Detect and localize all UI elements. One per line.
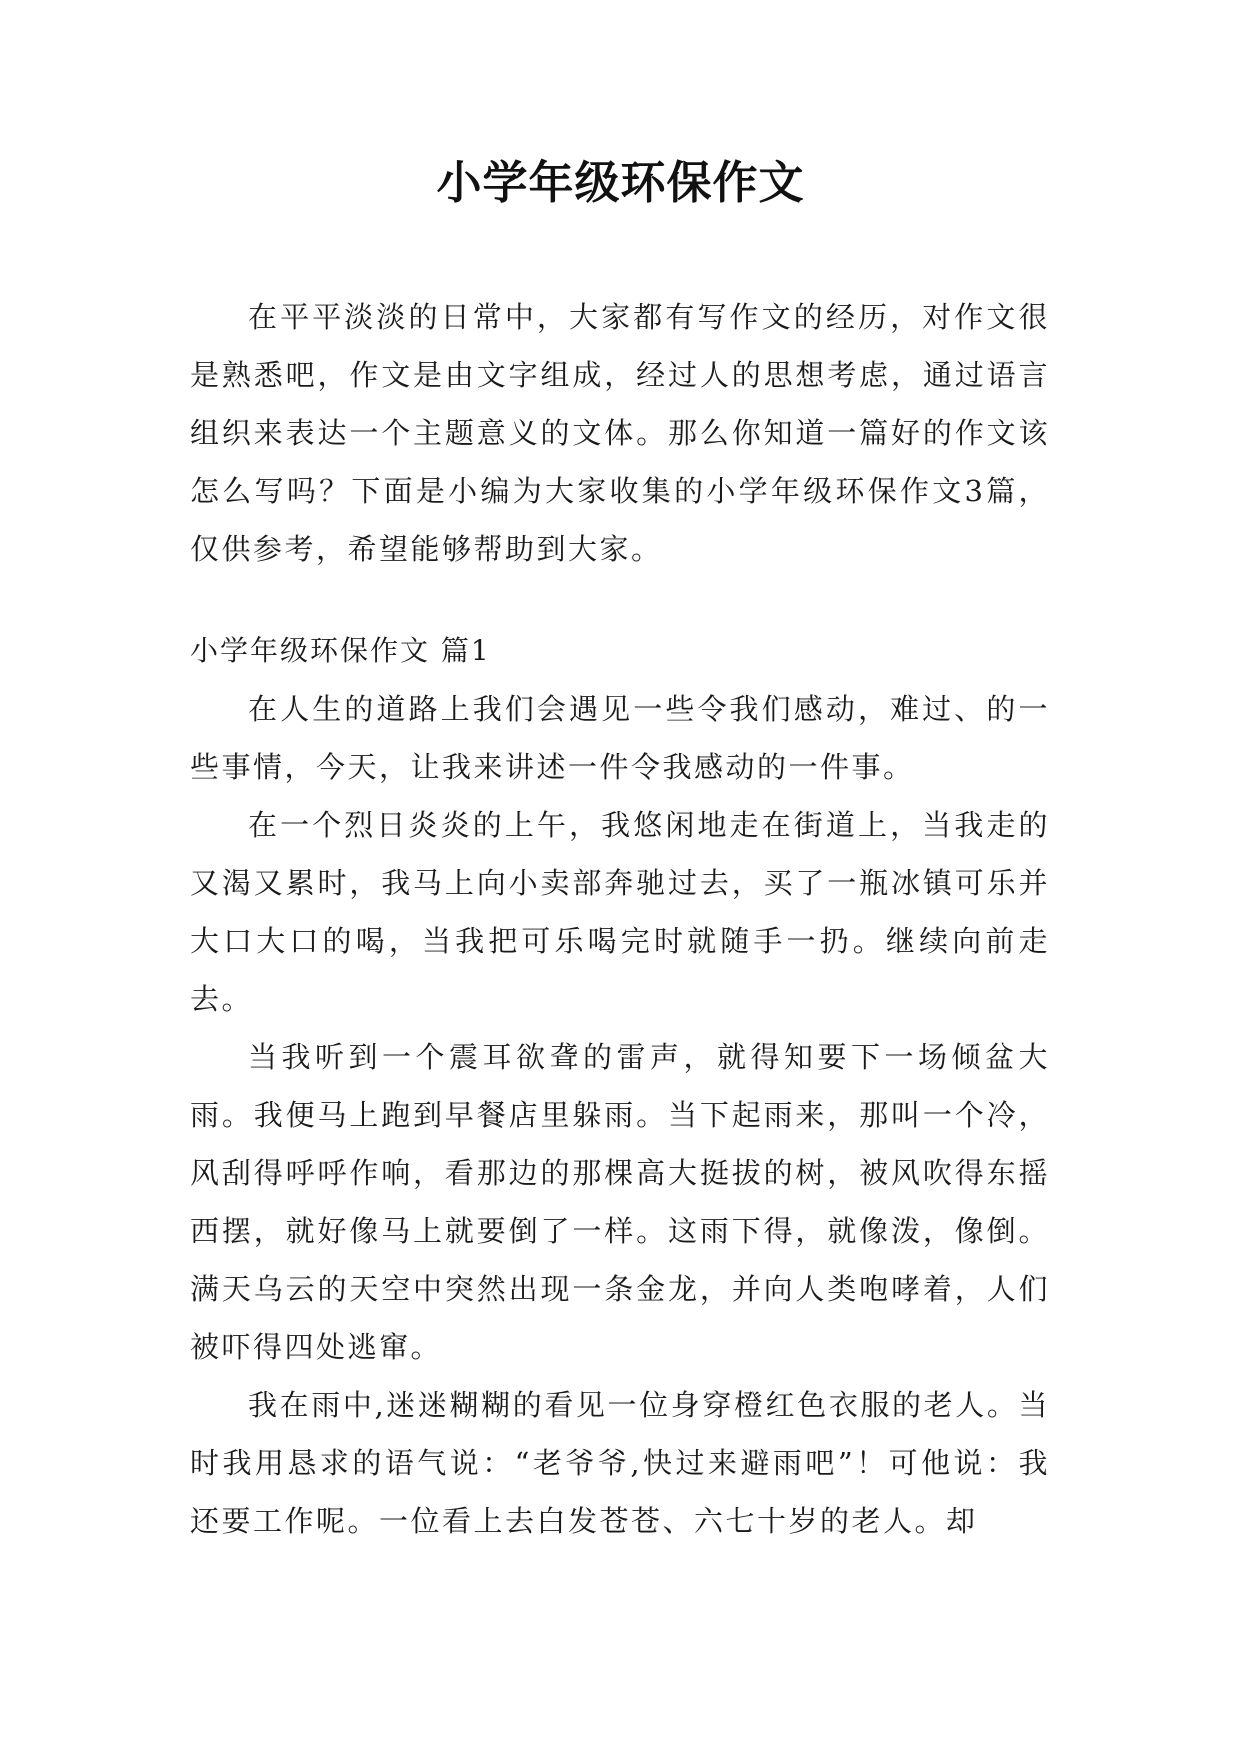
- body-paragraph: 在人生的道路上我们会遇见一些令我们感动，难过、的一些事情，今天，让我来讲述一件令我感动的一件事。: [190, 692, 1050, 784]
- body-paragraph: 在一个烈日炎炎的上午，我悠闲地走在街道上，当我走的又渴又累时，我马上向小卖部奔驰过去，买了一瓶冰镇可乐并大口大口的喝，当我把可乐喝完时就随手一扔。继续向前走去。: [190, 808, 1050, 1016]
- document-title: 小学年级环保作文: [436, 156, 805, 209]
- document-body: [190, 288, 1050, 1550]
- section-heading: 小学年级环保作文 篇1: [190, 634, 491, 667]
- intro-paragraph: 在平平淡淡的日常中，大家都有写作文的经历，对作文很是熟悉吧，作文是由文字组成，经过人的思想考虑，通过语言组织来表达一个主题意义的文体。那么你知道一篇好的作文该怎么写吗？下面是小编为大家收集的小学年级环保作文3篇，仅供参考，希望能够帮助到大家。: [190, 300, 1050, 566]
- body-paragraph: 当我听到一个震耳欲聋的雷声，就得知要下一场倾盆大雨。我便马上跑到早餐店里躲雨。当下起雨来，那叫一个冷，风刮得呼呼作响，看那边的那棵高大挺拔的树，被风吹得东摇西摆，就好像马上就要倒了一样。这雨下得，就像泼，像倒。满天乌云的天空中突然出现一条金龙，并向人类咆哮着，人们被吓得四处逃窜。: [190, 1040, 1050, 1364]
- body-paragraph: 我在雨中,迷迷糊糊的看见一位身穿橙红色衣服的老人。当时我用恳求的语气说：“老爷爷,快过来避雨吧”！可他说：我还要工作呢。一位看上去白发苍苍、六七十岁的老人。却: [190, 1388, 1050, 1538]
